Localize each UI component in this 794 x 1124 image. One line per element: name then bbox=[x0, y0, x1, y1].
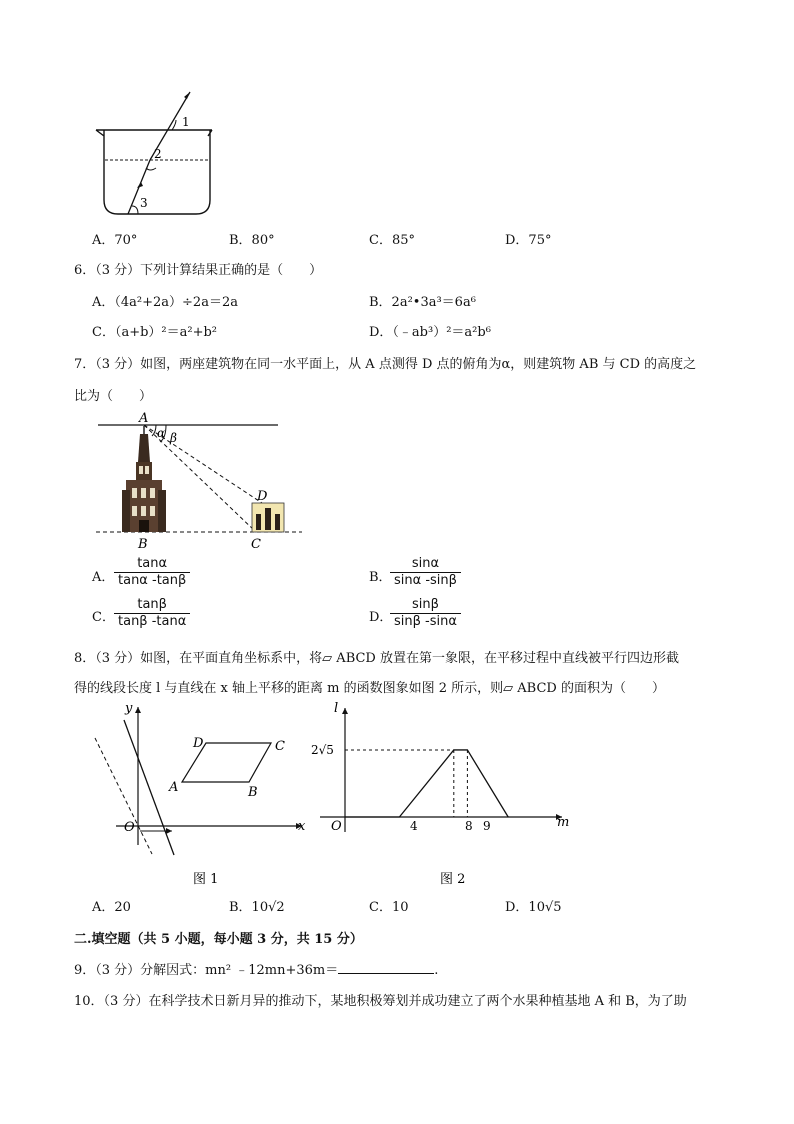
angle3-label: 3 bbox=[140, 196, 148, 210]
q7-option-c-letter: C． bbox=[92, 610, 115, 625]
label-beta: β bbox=[170, 431, 177, 445]
q8-stem-line2: 得的线段长度 l 与直线在 x 轴上平移的距离 m 的函数图象如图 2 所示，则▱ ABCD 的面积为（ ） bbox=[74, 681, 665, 696]
q6-option-c: C．（a+b）²＝a²+b² bbox=[92, 325, 218, 340]
q7-stem-line1: 7．（3 分）如图，两座建筑物在同一水平面上，从 A 点测得 D 点的俯角为α，则建筑物 AB 与 CD 的高度之 bbox=[74, 357, 697, 372]
q8-option-c: C．10 bbox=[369, 900, 409, 915]
q7-option-b-letter: B． bbox=[369, 570, 392, 585]
fig1-label-y: y bbox=[125, 701, 133, 716]
q7-option-d-den: sinβ -sinα bbox=[394, 614, 457, 629]
fig1-label-o: O bbox=[124, 820, 135, 835]
fig2-label-m: m bbox=[557, 815, 570, 830]
fig2-label-l: l bbox=[334, 701, 339, 716]
section-2-heading: 二.填空题（共 5 小题，每小题 3 分，共 15 分） bbox=[74, 932, 363, 947]
label-d: D bbox=[257, 489, 268, 504]
q9-tail: . bbox=[434, 963, 439, 978]
label-a: A bbox=[139, 411, 149, 426]
q7-option-a-letter: A． bbox=[92, 570, 115, 585]
q5-option-b: B．80° bbox=[229, 233, 275, 248]
fig2-tick-9: 9 bbox=[483, 819, 491, 833]
fig1-label-a: A bbox=[169, 780, 179, 795]
q6-option-a: A．（4a²+2a）÷2a＝2a bbox=[92, 295, 238, 310]
q8-option-a: A．20 bbox=[92, 900, 131, 915]
fig2-label-o: O bbox=[331, 819, 342, 834]
q5-option-a: A．70° bbox=[92, 233, 138, 248]
q7-option-a-num: tanα bbox=[114, 556, 190, 573]
fig1-label-d: D bbox=[193, 736, 204, 751]
q7-option-d-letter: D． bbox=[369, 610, 393, 625]
q6-option-d: D．（﹣ab³）²＝a²b⁶ bbox=[369, 325, 491, 340]
fig1-caption: 图 1 bbox=[193, 872, 219, 887]
fig1-label-c: C bbox=[275, 739, 285, 754]
q7-option-b-den: sinα -sinβ bbox=[394, 573, 457, 588]
q9-line bbox=[74, 959, 438, 978]
q7-stem-line2: 比为（ ） bbox=[74, 389, 153, 404]
fig1-label-b: B bbox=[248, 785, 258, 800]
q9-stem: 9．（3 分）分解因式：mn² ﹣12mn+36m＝ bbox=[74, 963, 339, 978]
label-c: C bbox=[251, 537, 261, 552]
q10-stem: 10．（3 分）在科学技术日新月异的推动下，某地积极筹划并成功建立了两个水果种植基地 A 和 B，为了助 bbox=[74, 994, 687, 1009]
q5-option-c: C．85° bbox=[369, 233, 415, 248]
q7-option-c-den: tanβ -tanα bbox=[118, 614, 187, 629]
fig2-tick-8: 8 bbox=[465, 819, 473, 833]
q5-option-d: D．75° bbox=[505, 233, 552, 248]
q6-stem: 6．（3 分）下列计算结果正确的是（ ） bbox=[74, 263, 323, 278]
q7-option-a-den: tanα -tanβ bbox=[118, 573, 187, 588]
angle2-label: 2 bbox=[154, 147, 162, 161]
q8-option-b: B．10√2 bbox=[229, 900, 285, 915]
angle1-label: 1 bbox=[182, 115, 190, 129]
label-alpha: α bbox=[157, 426, 166, 440]
q8-stem-line1: 8．（3 分）如图，在平面直角坐标系中，将▱ ABCD 放置在第一象限，在平移过程中直线被平行四边形截 bbox=[74, 651, 679, 666]
q7-option-b-num: sinα bbox=[390, 556, 461, 573]
fig2-peak-label: 2√5 bbox=[311, 743, 334, 757]
fig2-tick-4: 4 bbox=[410, 819, 418, 833]
fig1-label-x: x bbox=[298, 819, 306, 834]
q9-answer-blank[interactable] bbox=[338, 961, 434, 974]
fig2-caption: 图 2 bbox=[440, 872, 466, 887]
q7-option-d-num: sinβ bbox=[390, 597, 461, 614]
label-b: B bbox=[138, 537, 148, 552]
q7-option-c-num: tanβ bbox=[114, 597, 190, 614]
q8-option-d: D．10√5 bbox=[505, 900, 562, 915]
q6-option-b: B．2a²•3a³＝6a⁶ bbox=[369, 295, 476, 310]
fig2-function-line bbox=[345, 750, 508, 817]
